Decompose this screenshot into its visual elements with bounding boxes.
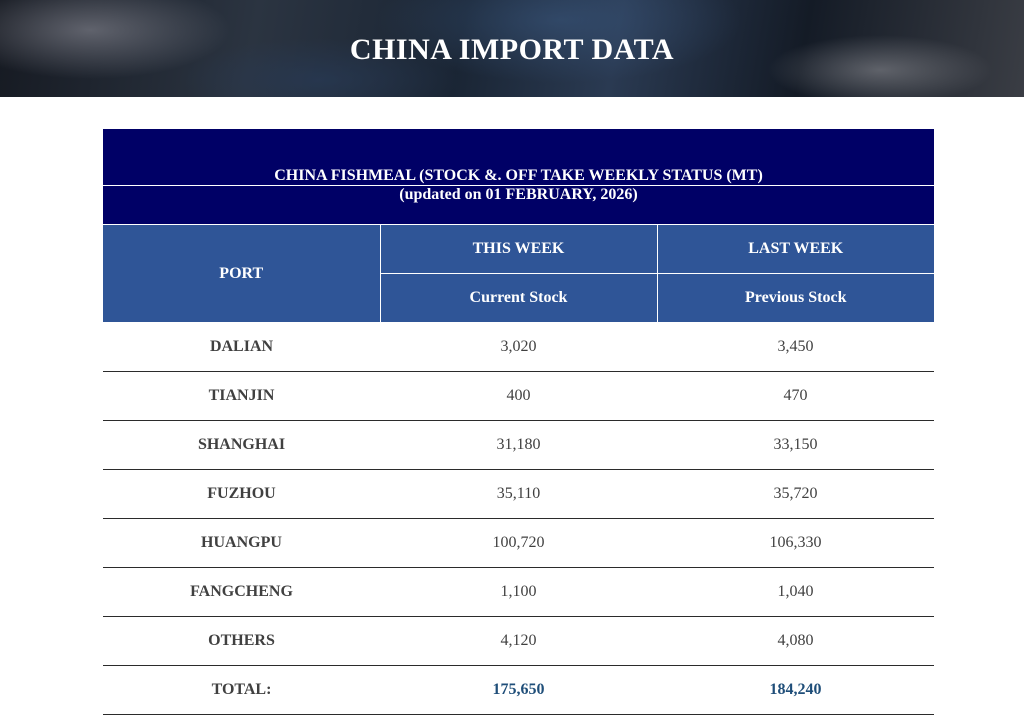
port-cell: SHANGHAI bbox=[103, 421, 380, 470]
fishmeal-stock-table bbox=[103, 129, 934, 715]
port-cell: DALIAN bbox=[103, 323, 380, 372]
current-stock-cell: 3,020 bbox=[380, 323, 657, 372]
port-header: PORT bbox=[103, 225, 380, 323]
port-cell: FUZHOU bbox=[103, 470, 380, 519]
previous-stock-cell: 470 bbox=[657, 372, 934, 421]
previous-stock-cell: 4,080 bbox=[657, 617, 934, 666]
port-cell: TIANJIN bbox=[103, 372, 380, 421]
table-row bbox=[103, 323, 934, 372]
current-stock-cell: 31,180 bbox=[380, 421, 657, 470]
port-cell: FANGCHENG bbox=[103, 568, 380, 617]
current-stock-header: Current Stock bbox=[380, 274, 657, 323]
port-cell: OTHERS bbox=[103, 617, 380, 666]
previous-stock-cell: 106,330 bbox=[657, 519, 934, 568]
previous-stock-cell: 35,720 bbox=[657, 470, 934, 519]
table-row bbox=[103, 372, 934, 421]
table-updated-date: (updated on 01 FEBRUARY, 2026) bbox=[103, 186, 934, 225]
total-current-stock: 175,650 bbox=[380, 666, 657, 715]
table-title: CHINA FISHMEAL (STOCK &. OFF TAKE WEEKLY STATUS (MT) bbox=[103, 129, 934, 186]
port-cell: HUANGPU bbox=[103, 519, 380, 568]
total-row bbox=[103, 666, 934, 715]
current-stock-cell: 4,120 bbox=[380, 617, 657, 666]
page-title: CHINA IMPORT DATA bbox=[349, 33, 675, 66]
table-row bbox=[103, 568, 934, 617]
previous-stock-cell: 3,450 bbox=[657, 323, 934, 372]
header-row bbox=[103, 225, 934, 274]
last-week-header: LAST WEEK bbox=[657, 225, 934, 274]
table-row bbox=[103, 421, 934, 470]
current-stock-cell: 1,100 bbox=[380, 568, 657, 617]
table-row bbox=[103, 519, 934, 568]
table-updated-row bbox=[103, 186, 934, 225]
table-row bbox=[103, 617, 934, 666]
previous-stock-header: Previous Stock bbox=[657, 274, 934, 323]
previous-stock-cell: 33,150 bbox=[657, 421, 934, 470]
current-stock-cell: 100,720 bbox=[380, 519, 657, 568]
total-previous-stock: 184,240 bbox=[657, 666, 934, 715]
current-stock-cell: 35,110 bbox=[380, 470, 657, 519]
this-week-header: THIS WEEK bbox=[380, 225, 657, 274]
current-stock-cell: 400 bbox=[380, 372, 657, 421]
total-label: TOTAL: bbox=[103, 666, 380, 715]
header-banner bbox=[0, 0, 1024, 97]
previous-stock-cell: 1,040 bbox=[657, 568, 934, 617]
table-title-row bbox=[103, 129, 934, 186]
table-row bbox=[103, 470, 934, 519]
